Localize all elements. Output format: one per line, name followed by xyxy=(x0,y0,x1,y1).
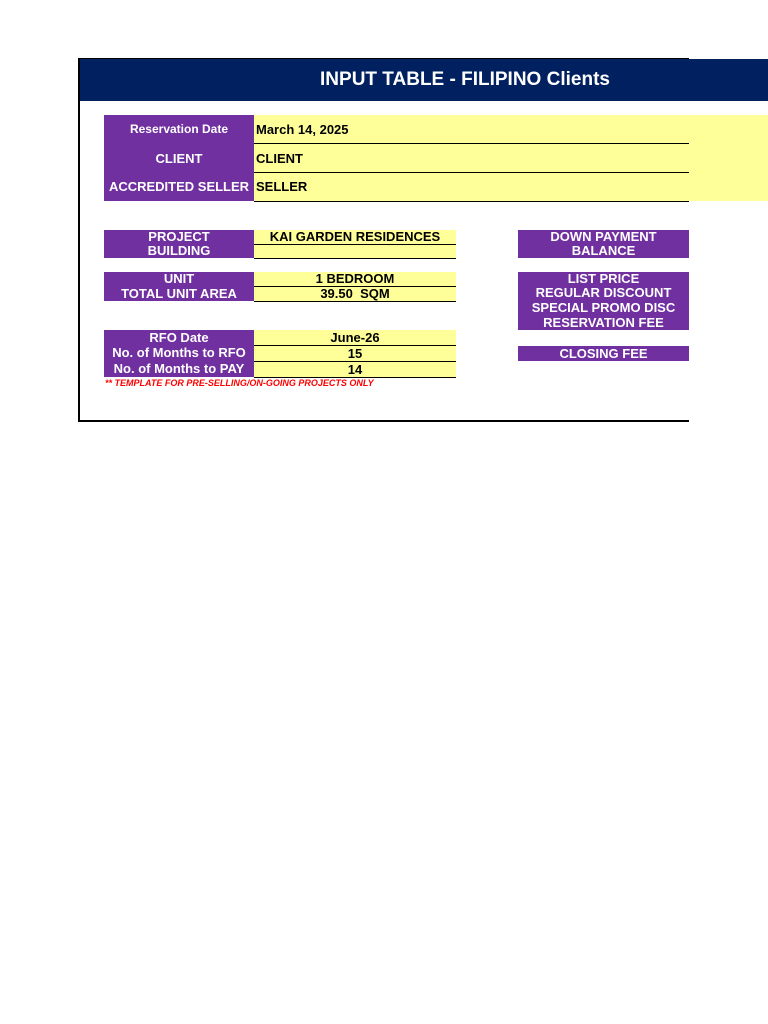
total-unit-area-label: TOTAL UNIT AREA xyxy=(104,286,254,301)
rfo-date-field[interactable]: June-26 xyxy=(254,330,456,345)
reservation-fee-label: RESERVATION FEE xyxy=(518,315,689,330)
seller-field[interactable]: SELLER xyxy=(256,179,308,194)
project-field[interactable]: KAI GARDEN RESIDENCES xyxy=(254,230,456,244)
page-title: INPUT TABLE - FILIPINO Clients xyxy=(320,69,610,90)
list-price-label: LIST PRICE xyxy=(518,272,689,286)
template-note: ** TEMPLATE FOR PRE-SELLING/ON-GOING PROJECTS ONLY xyxy=(105,378,374,388)
closing-fee-label: CLOSING FEE xyxy=(518,346,689,361)
unit-label: UNIT xyxy=(104,272,254,286)
balance-label: BALANCE xyxy=(518,244,689,258)
project-label: PROJECT xyxy=(104,230,254,244)
building-label: BUILDING xyxy=(104,244,254,258)
regular-discount-label: REGULAR DISCOUNT xyxy=(518,286,689,300)
reservation-date-field[interactable]: March 14, 2025 xyxy=(256,122,349,137)
months-to-rfo-label: No. of Months to RFO xyxy=(104,345,254,361)
reservation-date-label: Reservation Date xyxy=(104,115,254,144)
special-promo-disc-label: SPECIAL PROMO DISC xyxy=(518,300,689,315)
client-field[interactable]: CLIENT xyxy=(256,151,303,166)
unit-field[interactable]: 1 BEDROOM xyxy=(254,272,456,286)
building-field[interactable] xyxy=(254,245,456,258)
months-to-rfo-field[interactable]: 15 xyxy=(254,346,456,361)
down-payment-label: DOWN PAYMENT xyxy=(518,230,689,244)
months-to-pay-label: No. of Months to PAY xyxy=(104,361,254,377)
total-unit-area-field[interactable]: 39.50 SQM xyxy=(254,287,456,301)
rfo-date-label: RFO Date xyxy=(104,330,254,345)
client-label: CLIENT xyxy=(104,144,254,173)
months-to-pay-field[interactable]: 14 xyxy=(254,362,456,377)
seller-label: ACCREDITED SELLER xyxy=(104,173,254,201)
